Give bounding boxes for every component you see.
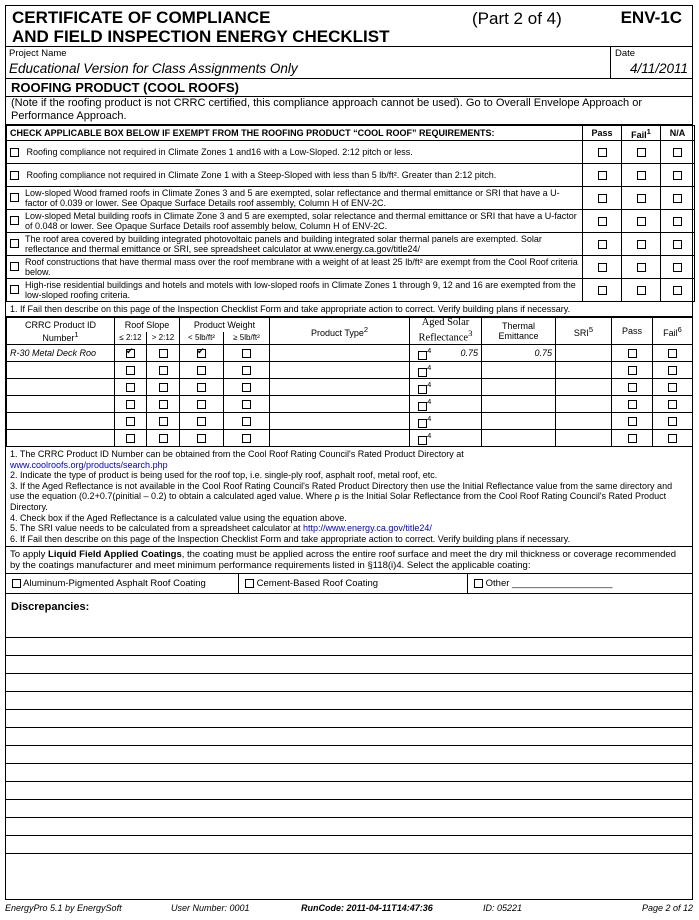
pass-checkbox[interactable]	[628, 366, 637, 375]
pass-cell	[612, 413, 653, 430]
crrc-id-footnote-mark: 1	[74, 329, 79, 339]
form-title	[12, 8, 390, 46]
na-cell	[661, 164, 695, 187]
coating-instructions	[6, 547, 692, 574]
exemption-footnote: 1. If Fail then describe on this page of the Inspection Checklist Form and take appropriate action to correct. Verify building plans if necessary.	[6, 302, 692, 317]
slope-high-checkbox[interactable]	[159, 434, 168, 443]
exemption-checkbox[interactable]	[10, 148, 19, 157]
pass-cell	[612, 396, 653, 413]
aged-reflectance-header	[410, 318, 482, 345]
project-name-label: Project Name	[9, 48, 67, 59]
product-type-cell[interactable]	[270, 430, 410, 447]
energy-ca-link[interactable]: http://www.energy.ca.gov/title24/	[303, 523, 432, 534]
exemption-text: Roof constructions that have thermal mass over the roof membrane with a weight of at least 25 lb/ft² are exempt from the Cool Roof criteria below.	[25, 257, 578, 277]
part-label: (Part 2 of 4)	[472, 9, 562, 28]
discrepancy-line[interactable]	[6, 620, 692, 638]
thermal-emittance-value[interactable]	[482, 362, 556, 379]
weight-low-checkbox[interactable]	[197, 417, 206, 426]
product-weight-header: Product Weight	[180, 318, 270, 333]
date-value[interactable]: 4/11/2011	[629, 61, 688, 76]
na-checkbox[interactable]	[673, 263, 682, 272]
crrc-id-cell[interactable]	[7, 413, 115, 430]
crrc-id-cell[interactable]	[7, 379, 115, 396]
fail-header	[622, 126, 661, 141]
coating-options	[6, 574, 692, 594]
crrc-id-cell[interactable]	[7, 396, 115, 413]
sri-header-text: SRI	[573, 327, 589, 338]
fail-cell	[622, 141, 661, 164]
calculated-cell	[410, 362, 440, 379]
crrc-id-cell[interactable]: R-30 Metal Deck Roo	[7, 345, 115, 362]
discrepancy-line[interactable]	[6, 638, 692, 656]
product-type-header	[270, 318, 410, 345]
na-checkbox[interactable]	[673, 217, 682, 226]
fail-checkbox[interactable]	[637, 217, 646, 226]
aged-reflectance-header-text: Aged Solar Reflectance	[418, 317, 470, 344]
crrc-id-cell[interactable]	[7, 430, 115, 447]
note-2: 2. Indicate the type of product is being used for the roof top, i.e. single-ply roof, asphalt roof, metal roof, etc.	[10, 470, 438, 481]
calculated-footnote-mark: 4	[427, 431, 432, 441]
weight-high-checkbox[interactable]	[242, 349, 251, 358]
pass-checkbox[interactable]	[598, 286, 607, 295]
calculated-cell	[410, 379, 440, 396]
pass-cell	[583, 210, 622, 233]
discrepancies-label: Discrepancies:	[11, 601, 90, 614]
exemption-row	[7, 210, 695, 233]
product-table	[6, 317, 693, 447]
calculated-checkbox[interactable]	[418, 436, 427, 445]
product-row	[7, 345, 693, 362]
crrc-id-cell[interactable]	[7, 362, 115, 379]
exemption-row	[7, 164, 695, 187]
fail-cell	[622, 279, 661, 302]
weight-high-cell	[224, 379, 270, 396]
exemption-cell	[7, 187, 583, 210]
aged-reflectance-value[interactable]	[440, 362, 482, 379]
exemption-cell	[7, 233, 583, 256]
exemption-checkbox[interactable]	[10, 216, 19, 225]
slope-high-cell	[147, 396, 180, 413]
calculated-cell	[410, 413, 440, 430]
fail-footnote-mark: 6	[677, 324, 682, 334]
calculated-cell	[410, 396, 440, 413]
calculated-cell	[410, 430, 440, 447]
weight-low-cell	[180, 396, 224, 413]
weight-high-cell	[224, 413, 270, 430]
calculated-footnote-mark: 4	[427, 414, 432, 424]
fail-checkbox[interactable]	[668, 349, 677, 358]
fail-cell	[653, 379, 693, 396]
exemption-cell	[7, 256, 583, 279]
slope-high-checkbox[interactable]	[159, 383, 168, 392]
slope-low-cell	[115, 379, 147, 396]
thermal-emittance-value[interactable]	[482, 430, 556, 447]
fail-cell	[653, 413, 693, 430]
exemption-checkbox[interactable]	[10, 285, 19, 294]
note-4: 4. Check box if the Aged Reflectance is a calculated value using the equation above.	[10, 512, 347, 523]
exemption-cell	[7, 210, 583, 233]
product-type-footnote-mark: 2	[363, 324, 369, 334]
pass-cell	[583, 164, 622, 187]
na-cell	[661, 141, 695, 164]
crrc-id-header	[7, 318, 115, 345]
sri-cell[interactable]	[556, 379, 612, 396]
calculated-checkbox[interactable]	[418, 402, 427, 411]
weight-high-checkbox[interactable]	[242, 417, 251, 426]
project-row	[6, 47, 692, 79]
na-checkbox[interactable]	[673, 286, 682, 295]
calculated-checkbox[interactable]	[418, 368, 427, 377]
weight-low-checkbox[interactable]	[197, 434, 206, 443]
fail-header-text: Fail	[631, 129, 647, 140]
calculated-footnote-mark: 4	[427, 346, 432, 356]
discrepancy-line[interactable]	[6, 854, 692, 871]
exemption-row	[7, 256, 695, 279]
sri-cell[interactable]	[556, 345, 612, 362]
weight-low-header: < 5lb/ft²	[180, 332, 224, 344]
slope-high-checkbox[interactable]	[159, 349, 168, 358]
sri-footnote-mark: 5	[588, 324, 594, 334]
discrepancy-line[interactable]	[6, 710, 692, 728]
aged-reflectance-value[interactable]: 0.75	[440, 345, 482, 362]
na-cell	[661, 233, 695, 256]
fail-checkbox[interactable]	[668, 366, 677, 375]
aluminum-coating-checkbox[interactable]	[12, 579, 21, 588]
run-code: RunCode: 2011-04-11T14:47:36	[301, 903, 433, 913]
slope-low-checkbox[interactable]	[126, 417, 135, 426]
exemption-text: High-rise residential buildings and hotels and motels with low-sloped roofs in Climate Zones 1 through 9, 12 and 16 are exempted from the low-sloped roofing criteria.	[25, 280, 576, 300]
pass-checkbox[interactable]	[598, 240, 607, 249]
thermal-emittance-value[interactable]	[482, 379, 556, 396]
pass-cell	[612, 430, 653, 447]
weight-high-checkbox[interactable]	[242, 366, 251, 375]
fail-checkbox[interactable]	[668, 400, 677, 409]
fail-cell	[622, 256, 661, 279]
crrc-id-header-text: CRRC Product ID Number	[24, 319, 96, 343]
fail-checkbox[interactable]	[637, 286, 646, 295]
weight-low-checkbox[interactable]	[197, 366, 206, 375]
pass-header: Pass	[583, 126, 622, 141]
pass-checkbox[interactable]	[628, 434, 637, 443]
product-row	[7, 413, 693, 430]
exemption-checkbox[interactable]	[10, 193, 19, 202]
crrc-note: (Note if the roofing product is not CRRC certified, this compliance approach cannot be used). Go to Overall Envelope Approach or Performance Approach.	[6, 97, 692, 125]
na-cell	[661, 256, 695, 279]
fail-checkbox[interactable]	[637, 194, 646, 203]
project-name-value[interactable]: Educational Version for Class Assignments Only	[9, 61, 298, 76]
weight-low-cell	[180, 345, 224, 362]
note-5	[10, 523, 688, 534]
na-checkbox[interactable]	[673, 148, 682, 157]
pass-checkbox[interactable]	[598, 217, 607, 226]
slope-high-checkbox[interactable]	[159, 417, 168, 426]
cement-coating-label: Cement-Based Roof Coating	[256, 578, 379, 590]
date-label: Date	[615, 48, 636, 59]
slope-high-cell	[147, 413, 180, 430]
slope-low-cell	[115, 430, 147, 447]
product-type-header-text: Product Type	[310, 327, 364, 338]
fail-checkbox[interactable]	[637, 148, 646, 157]
discrepancy-line[interactable]	[6, 800, 692, 818]
exemption-text: Roofing compliance not required in Climate Zone 1 with a Steep-Sloped with less than 5 lb/ft². Greater than 2:12 pitch.	[26, 169, 497, 180]
weight-high-checkbox[interactable]	[242, 400, 251, 409]
na-checkbox[interactable]	[673, 194, 682, 203]
na-cell	[661, 279, 695, 302]
exemption-text: Low-sloped Wood framed roofs in Climate Zones 3 and 5 are exempted, solar reflectance and thermal emittance or SRI that have a U-factor of 0.039 or lower. See Opaque Surface Details roof assembly, Column H of ENV-2C.	[25, 188, 560, 208]
slope-low-checkbox[interactable]	[126, 366, 135, 375]
calculated-footnote-mark: 4	[427, 380, 432, 390]
pass-checkbox[interactable]	[598, 171, 607, 180]
slope-low-checkbox-checked[interactable]	[126, 349, 135, 358]
product-type-cell[interactable]	[270, 413, 410, 430]
fail-checkbox[interactable]	[668, 417, 677, 426]
exemption-row	[7, 187, 695, 210]
slope-low-cell	[115, 396, 147, 413]
na-cell	[661, 210, 695, 233]
product-type-cell[interactable]	[270, 379, 410, 396]
exemption-header: CHECK APPLICABLE BOX BELOW IF EXEMPT FROM THE ROOFING PRODUCT “COOL ROOF” REQUIREMENTS:	[7, 126, 583, 141]
product-type-cell[interactable]	[270, 345, 410, 362]
calculated-footnote-mark: 4	[427, 363, 432, 373]
fail-cell	[653, 362, 693, 379]
id-label: ID: 05221	[483, 903, 523, 913]
sri-header	[556, 318, 612, 345]
slope-low-checkbox[interactable]	[126, 400, 135, 409]
fail-cell	[622, 187, 661, 210]
discrepancy-line[interactable]	[6, 674, 692, 692]
weight-high-checkbox[interactable]	[242, 434, 251, 443]
coating-text-c: , the coating must be applied across the entire roof surface and meet the dry mil thickness or coverage recommended by the coatings manufacturer and meet minimum performance requirements listed in §118(i)4. Select the applicable coating:	[10, 549, 676, 572]
aged-reflectance-value[interactable]	[440, 396, 482, 413]
fail-checkbox[interactable]	[637, 263, 646, 272]
weight-high-cell	[224, 396, 270, 413]
fail-cell	[622, 210, 661, 233]
exemption-text: Low-sloped Metal building roofs in Climate Zone 3 and 5 are exempted, solar relectance and thermal emittance or SRI that have a U-factor of 0.048 or lower. See Opaque Surface Details roof assembly below, Column H of ENV-2C.	[25, 211, 577, 231]
aged-reflectance-value[interactable]	[440, 379, 482, 396]
aged-reflectance-value[interactable]	[440, 430, 482, 447]
discrepancy-line[interactable]	[6, 782, 692, 800]
weight-high-cell	[224, 430, 270, 447]
na-checkbox[interactable]	[673, 240, 682, 249]
thermal-emittance-header: Thermal Emittance	[482, 318, 556, 345]
pass-cell	[583, 279, 622, 302]
discrepancies-lines[interactable]	[6, 620, 692, 871]
weight-low-cell	[180, 379, 224, 396]
pass-cell	[583, 233, 622, 256]
product-row	[7, 379, 693, 396]
calculated-checkbox[interactable]	[418, 385, 427, 394]
pass-checkbox[interactable]	[598, 148, 607, 157]
title-line-1: CERTIFICATE OF COMPLIANCE	[12, 8, 271, 27]
section-title: ROOFING PRODUCT (COOL ROOFS)	[6, 79, 692, 97]
slope-high-checkbox[interactable]	[159, 400, 168, 409]
aged-reflectance-value[interactable]	[440, 413, 482, 430]
form-id: ENV-1C	[620, 8, 682, 27]
slope-low-checkbox[interactable]	[126, 383, 135, 392]
discrepancy-line[interactable]	[6, 692, 692, 710]
sri-cell[interactable]	[556, 396, 612, 413]
pass-checkbox[interactable]	[598, 194, 607, 203]
product-type-cell[interactable]	[270, 362, 410, 379]
other-coating-label: Other ___________________	[485, 578, 613, 590]
slope-high-cell	[147, 345, 180, 362]
discrepancy-line[interactable]	[6, 764, 692, 782]
pass-checkbox[interactable]	[628, 400, 637, 409]
software-label: EnergyPro 5.1 by EnergySoft	[5, 903, 122, 913]
product-type-cell[interactable]	[270, 396, 410, 413]
weight-low-checkbox[interactable]	[197, 400, 206, 409]
product-notes	[6, 447, 692, 547]
exemption-text: The roof area covered by building integrated photovoltaic panels and building integrated solar thermal panels are exempted. Solar reflectance and thermal emittance or SRI, see spreadsheet calculator at www.energy.ca.gov/title24/	[25, 234, 542, 254]
exemption-cell	[7, 164, 583, 187]
exemption-cell	[7, 279, 583, 302]
fail-checkbox[interactable]	[668, 434, 677, 443]
exemption-text: Roofing compliance not required in Climate Zones 1 and16 with a Low-Sloped. 2:12 pitch or less.	[26, 146, 413, 157]
sri-cell[interactable]	[556, 430, 612, 447]
slope-low-cell	[115, 362, 147, 379]
pass-cell	[612, 379, 653, 396]
product-row	[7, 396, 693, 413]
form-header	[6, 6, 692, 47]
title-line-2: AND FIELD INSPECTION ENERGY CHECKLIST	[12, 27, 390, 46]
pass-cell	[583, 187, 622, 210]
exemption-table	[6, 125, 695, 302]
weight-low-cell	[180, 362, 224, 379]
discrepancy-line[interactable]	[6, 656, 692, 674]
slope-low-checkbox[interactable]	[126, 434, 135, 443]
pass-cell	[612, 362, 653, 379]
note-6: 6. If Fail then describe on this page of the Inspection Checklist Form and take appropriate action to correct. Verify building plans if necessary.	[10, 533, 571, 544]
product-row	[7, 430, 693, 447]
product-row	[7, 362, 693, 379]
aged-footnote-mark: 3	[468, 328, 473, 339]
exemption-row	[7, 141, 695, 164]
discrepancy-line[interactable]	[6, 746, 692, 764]
other-coating-checkbox[interactable]	[474, 579, 483, 588]
fail-cell	[622, 233, 661, 256]
slope-high-cell	[147, 362, 180, 379]
weight-low-checkbox-checked[interactable]	[197, 349, 206, 358]
fail-footnote-mark: 1	[646, 126, 651, 136]
slope-low-cell	[115, 413, 147, 430]
fail-cell	[653, 430, 693, 447]
fail-cell	[653, 396, 693, 413]
aluminum-coating-label: Aluminum-Pigmented Asphalt Roof Coating	[23, 578, 206, 590]
pass-cell	[583, 141, 622, 164]
weight-low-cell	[180, 413, 224, 430]
pass-checkbox[interactable]	[628, 417, 637, 426]
slope-low-header: ≤ 2:12	[115, 332, 147, 344]
pass-checkbox[interactable]	[628, 349, 637, 358]
calculated-footnote-mark: 4	[427, 397, 432, 407]
date-cell	[610, 47, 693, 78]
fail-checkbox[interactable]	[637, 240, 646, 249]
exemption-checkbox[interactable]	[10, 262, 19, 271]
cement-coating-checkbox[interactable]	[245, 579, 254, 588]
exemption-cell	[7, 141, 583, 164]
page-number: Page 2 of 12	[641, 903, 693, 913]
note-3: 3. If the Aged Reflectance is not available in the Cool Roof Rating Council's Rated Product Directory then use the Initial Reflectance value from the same directory and use the equation (0.2+0.7(ρinitial – 0.2) to obtain a calculated aged value. Where ρ is the Initial Solar Reflectance from the Cool Roof Rating Council's Rated Product Directory.	[10, 480, 673, 512]
slope-low-cell	[115, 345, 147, 362]
roof-slope-header: Roof Slope	[115, 318, 180, 333]
pass-checkbox[interactable]	[628, 383, 637, 392]
thermal-emittance-value[interactable]	[482, 396, 556, 413]
slope-high-cell	[147, 379, 180, 396]
slope-high-checkbox[interactable]	[159, 366, 168, 375]
user-number: User Number: 0001	[171, 903, 250, 913]
sri-cell[interactable]	[556, 413, 612, 430]
coating-text-b: Liquid Field Applied Coatings	[48, 549, 182, 561]
calculated-checkbox[interactable]	[418, 419, 427, 428]
fail-header	[653, 318, 693, 345]
weight-high-checkbox[interactable]	[242, 383, 251, 392]
form-page	[5, 5, 693, 900]
thermal-emittance-value[interactable]	[482, 413, 556, 430]
na-checkbox[interactable]	[673, 171, 682, 180]
exemption-checkbox[interactable]	[10, 171, 19, 180]
coating-option-cement[interactable]	[239, 574, 468, 593]
pass-cell	[612, 345, 653, 362]
sri-cell[interactable]	[556, 362, 612, 379]
coating-text-a: To apply	[10, 549, 46, 561]
calculated-checkbox[interactable]	[418, 351, 427, 360]
exemption-checkbox[interactable]	[10, 239, 19, 248]
thermal-emittance-value[interactable]: 0.75	[482, 345, 556, 362]
note-1: 1. The CRRC Product ID Number can be obtained from the Cool Roof Rating Council's Rated Product Directory at	[10, 449, 464, 459]
fail-cell	[622, 164, 661, 187]
na-cell	[661, 187, 695, 210]
slope-high-cell	[147, 430, 180, 447]
pass-cell	[583, 256, 622, 279]
na-header: N/A	[661, 126, 695, 141]
weight-high-header: ≥ 5lb/ft²	[224, 332, 270, 344]
weight-high-cell	[224, 345, 270, 362]
fail-checkbox[interactable]	[668, 383, 677, 392]
discrepancy-line[interactable]	[6, 728, 692, 746]
weight-low-cell	[180, 430, 224, 447]
note-5-text: 5. The SRI value needs to be calculated from a spreadsheet calculator at	[10, 523, 301, 534]
pass-checkbox[interactable]	[598, 263, 607, 272]
coating-option-other[interactable]	[468, 574, 612, 593]
fail-cell	[653, 345, 693, 362]
coolroofs-link[interactable]: www.coolroofs.org/products/search.php	[10, 459, 168, 470]
weight-low-checkbox[interactable]	[197, 383, 206, 392]
fail-checkbox[interactable]	[637, 171, 646, 180]
discrepancy-line[interactable]	[6, 836, 692, 854]
pass-header: Pass	[612, 318, 653, 345]
fail-header-text: Fail	[663, 327, 678, 338]
exemption-row	[7, 279, 695, 302]
calculated-cell	[410, 345, 440, 362]
coating-option-aluminum[interactable]	[6, 574, 239, 593]
exemption-row	[7, 233, 695, 256]
discrepancy-line[interactable]	[6, 818, 692, 836]
slope-high-header: > 2:12	[147, 332, 180, 344]
weight-high-cell	[224, 362, 270, 379]
